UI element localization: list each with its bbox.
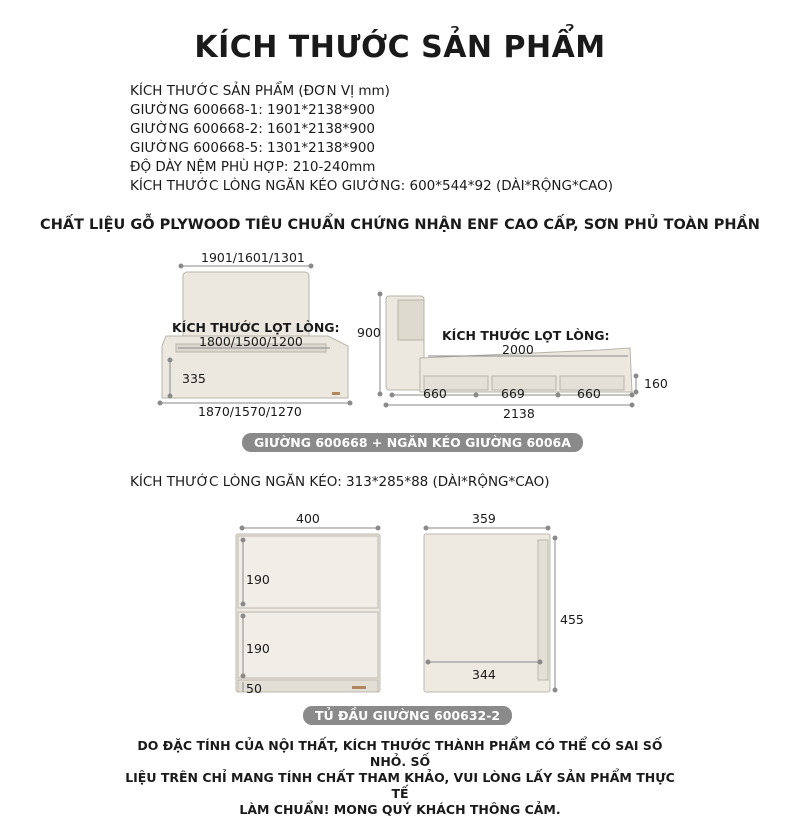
disclaimer-line: DO ĐẶC TÍNH CỦA NỘI THẤT, KÍCH THƯỚC THÀNH PHẨM CÓ THỂ CÓ SAI SỐ NHỎ. SỐ	[137, 738, 663, 769]
bed-side-inner-length: 2000	[502, 342, 534, 357]
bed-front-bottom-width: 1870/1570/1270	[198, 404, 302, 419]
bed-side-height: 900	[357, 325, 381, 340]
spec-line: KÍCH THƯỚC LÒNG NGĂN KÉO GIƯỜNG: 600*544*92 (DÀI*RỘNG*CAO)	[130, 178, 614, 194]
nightstand-base-height: 50	[246, 681, 262, 696]
nightstand-drawer-top-height: 190	[246, 572, 270, 587]
bed-side-total-length: 2138	[503, 406, 535, 421]
spec-line: GIƯỜNG 600668-5: 1301*2138*900	[130, 140, 376, 156]
disclaimer	[120, 738, 680, 818]
spec-line: GIƯỜNG 600668-2: 1601*2138*900	[130, 121, 376, 137]
bed-side-drawer-left: 660	[423, 386, 447, 401]
nightstand-height: 455	[560, 612, 584, 627]
nightstand-side-front-edge	[538, 540, 548, 680]
nightstand-depth-top: 359	[472, 511, 496, 526]
bed-caption-badge: GIƯỜNG 600668 + NGĂN KÉO GIƯỜNG 6006A	[242, 433, 583, 452]
spec-list	[130, 82, 613, 196]
bed-side-leg-height: 160	[644, 376, 668, 391]
bed-front-top-width: 1901/1601/1301	[201, 250, 305, 265]
spec-line: ĐỘ DÀY NỆM PHÙ HỢP: 210-240mm	[130, 159, 376, 175]
disclaimer-line: LÀM CHUẨN! MONG QUÝ KHÁCH THÔNG CẢM.	[239, 802, 561, 817]
material-heading: CHẤT LIỆU GỖ PLYWOOD TIÊU CHUẨN CHỨNG NHẬN ENF CAO CẤP, SƠN PHỦ TOÀN PHẦN	[40, 217, 760, 233]
bed-front-inner-width: 1800/1500/1200	[199, 334, 303, 349]
bed-side-drawer-middle: 669	[501, 386, 525, 401]
nightstand-drawer-bottom-height: 190	[246, 641, 270, 656]
nightstand-width: 400	[296, 511, 320, 526]
disclaimer-line: LIỆU TRÊN CHỈ MANG TÍNH CHẤT THAM KHẢO, VUI LÒNG LẤY SẢN PHẨM THỰC TẾ	[125, 770, 675, 801]
bed-front-inner-label: KÍCH THƯỚC LỌT LÒNG:	[172, 320, 340, 335]
nightstand-badge	[352, 686, 366, 689]
nightstand-caption-badge: TỦ ĐẦU GIƯỜNG 600632-2	[303, 706, 512, 725]
drawer-inner-dimensions: KÍCH THƯỚC LÒNG NGĂN KÉO: 313*285*88 (DÀI*RỘNG*CAO)	[130, 474, 550, 490]
bed-side-inner-label: KÍCH THƯỚC LỌT LÒNG:	[442, 328, 610, 343]
bed-front-badge	[332, 392, 340, 395]
nightstand-depth-bottom: 344	[472, 667, 496, 682]
bed-side-drawer-right: 660	[577, 386, 601, 401]
page-title: KÍCH THƯỚC SẢN PHẨM	[194, 30, 606, 65]
nightstand-front-illustration	[236, 534, 380, 692]
bed-front-height: 335	[182, 371, 206, 386]
spec-line: KÍCH THƯỚC SẢN PHẨM (ĐƠN VỊ mm)	[130, 83, 390, 99]
bed-side-shelf	[398, 300, 424, 340]
spec-line: GIƯỜNG 600668-1: 1901*2138*900	[130, 102, 376, 118]
